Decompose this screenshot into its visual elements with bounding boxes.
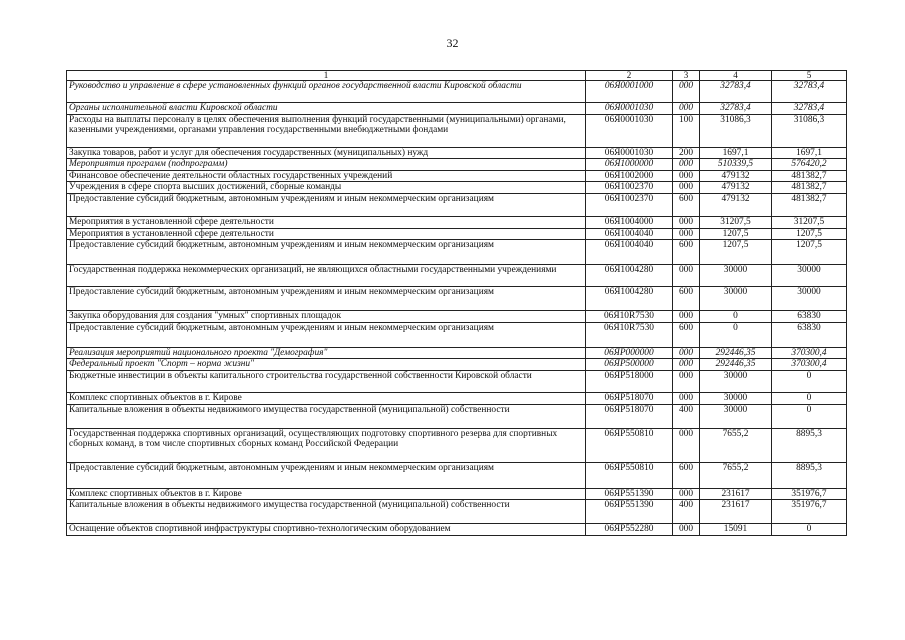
row-value-2019-cell: 1697,1 <box>700 147 772 159</box>
row-value-2019-cell: 292446,35 <box>700 347 772 359</box>
row-value-2019-cell: 30000 <box>700 370 772 392</box>
row-type-cell: 000 <box>673 103 700 115</box>
row-type-cell: 100 <box>673 114 700 147</box>
row-value-2019-cell: 7655,2 <box>700 462 772 488</box>
row-type-cell: 600 <box>673 322 700 347</box>
row-value-2020-cell: 8895,3 <box>772 428 847 462</box>
row-code-cell: 06Я10R7530 <box>586 311 673 323</box>
row-value-2020-cell: 30000 <box>772 265 847 287</box>
table-header-row <box>67 71 847 81</box>
table-row <box>67 103 847 115</box>
row-name-cell: Комплекс спортивных объектов в г. Кирове <box>67 392 586 404</box>
row-type-cell: 600 <box>673 287 700 311</box>
row-value-2020-cell: 63830 <box>772 311 847 323</box>
table-row <box>67 311 847 323</box>
table-row <box>67 370 847 392</box>
row-value-2020-cell: 0 <box>772 404 847 428</box>
row-type-cell: 400 <box>673 404 700 428</box>
row-type-cell: 000 <box>673 182 700 194</box>
row-name-cell: Бюджетные инвестиции в объекты капитального строительства государственной собственности Кировской области <box>67 370 586 392</box>
header-col-5: 5 <box>772 71 847 81</box>
row-code-cell: 06Я0001000 <box>586 81 673 103</box>
table-row <box>67 170 847 182</box>
table-row <box>67 240 847 265</box>
table-row <box>67 265 847 287</box>
row-value-2020-cell: 31086,3 <box>772 114 847 147</box>
row-value-2020-cell: 481382,7 <box>772 170 847 182</box>
row-type-cell: 600 <box>673 240 700 265</box>
row-name-cell: Оснащение объектов спортивной инфраструктуры спортивно-технологическим оборудованием <box>67 524 586 536</box>
table-row <box>67 500 847 524</box>
row-type-cell: 200 <box>673 147 700 159</box>
row-name-cell: Государственная поддержка некоммерческих организаций, не являющихся областными государственными учреждениями <box>67 265 586 287</box>
row-code-cell: 06Я1004040 <box>586 240 673 265</box>
table-row <box>67 392 847 404</box>
row-code-cell: 06ЯР552280 <box>586 524 673 536</box>
row-name-cell: Капитальные вложения в объекты недвижимого имущества государственной (муниципальной) собственности <box>67 404 586 428</box>
header-col-4: 4 <box>700 71 772 81</box>
row-value-2019-cell: 231617 <box>700 488 772 500</box>
row-code-cell: 06Я1002000 <box>586 170 673 182</box>
row-type-cell: 000 <box>673 265 700 287</box>
row-value-2019-cell: 479132 <box>700 193 772 216</box>
row-value-2020-cell: 8895,3 <box>772 462 847 488</box>
row-name-cell: Комплекс спортивных объектов в г. Кирове <box>67 488 586 500</box>
row-value-2020-cell: 576420,2 <box>772 159 847 171</box>
table-row <box>67 182 847 194</box>
row-type-cell: 000 <box>673 170 700 182</box>
row-type-cell: 000 <box>673 81 700 103</box>
row-value-2019-cell: 479132 <box>700 182 772 194</box>
row-code-cell: 06Я1004280 <box>586 265 673 287</box>
row-type-cell: 000 <box>673 370 700 392</box>
row-code-cell: 06ЯР551390 <box>586 500 673 524</box>
row-code-cell: 06ЯР551390 <box>586 488 673 500</box>
table-row <box>67 462 847 488</box>
table-row <box>67 428 847 462</box>
row-value-2019-cell: 479132 <box>700 170 772 182</box>
row-type-cell: 000 <box>673 524 700 536</box>
row-code-cell: 06Я1004040 <box>586 228 673 240</box>
row-name-cell: Расходы на выплаты персоналу в целях обеспечения выполнения функций государственными (муниципальными) органами, казенными учреждениями, органами управления государственными внебюджетными фондами <box>67 114 586 147</box>
table-row <box>67 347 847 359</box>
row-name-cell: Предоставление субсидий бюджетным, автономным учреждениям и иным некоммерческим организациям <box>67 193 586 216</box>
table-row <box>67 193 847 216</box>
row-type-cell: 000 <box>673 159 700 171</box>
header-col-3: 3 <box>673 71 700 81</box>
row-type-cell: 600 <box>673 193 700 216</box>
row-value-2019-cell: 0 <box>700 322 772 347</box>
row-code-cell: 06ЯР000000 <box>586 347 673 359</box>
row-value-2020-cell: 370300,4 <box>772 359 847 371</box>
row-value-2019-cell: 30000 <box>700 392 772 404</box>
row-value-2020-cell: 0 <box>772 524 847 536</box>
row-value-2019-cell: 0 <box>700 311 772 323</box>
row-code-cell: 06Я0001030 <box>586 147 673 159</box>
row-value-2020-cell: 1207,5 <box>772 240 847 265</box>
row-type-cell: 400 <box>673 500 700 524</box>
row-type-cell: 000 <box>673 488 700 500</box>
row-name-cell: Закупка оборудования для создания "умных" спортивных площадок <box>67 311 586 323</box>
row-code-cell: 06Я0001030 <box>586 114 673 147</box>
row-value-2020-cell: 481382,7 <box>772 193 847 216</box>
row-name-cell: Предоставление субсидий бюджетным, автономным учреждениям и иным некоммерческим организациям <box>67 322 586 347</box>
row-type-cell: 000 <box>673 216 700 228</box>
table-row <box>67 322 847 347</box>
row-name-cell: Руководство и управление в сфере установленных функций органов государственной власти Кировской области <box>67 81 586 103</box>
table-row <box>67 114 847 147</box>
row-code-cell: 06ЯР550810 <box>586 428 673 462</box>
row-value-2019-cell: 1207,5 <box>700 228 772 240</box>
row-value-2020-cell: 1697,1 <box>772 147 847 159</box>
row-name-cell: Федеральный проект "Спорт – норма жизни" <box>67 359 586 371</box>
table-row <box>67 228 847 240</box>
row-value-2020-cell: 481382,7 <box>772 182 847 194</box>
row-name-cell: Учреждения в сфере спорта высших достижений, сборные команды <box>67 182 586 194</box>
row-type-cell: 000 <box>673 428 700 462</box>
row-value-2019-cell: 231617 <box>700 500 772 524</box>
row-name-cell: Мероприятия в установленной сфере деятельности <box>67 216 586 228</box>
row-value-2020-cell: 351976,7 <box>772 500 847 524</box>
row-code-cell: 06Я1002370 <box>586 193 673 216</box>
table-row <box>67 216 847 228</box>
row-type-cell: 000 <box>673 359 700 371</box>
row-value-2019-cell: 31207,5 <box>700 216 772 228</box>
row-value-2019-cell: 1207,5 <box>700 240 772 265</box>
row-value-2019-cell: 292446,35 <box>700 359 772 371</box>
row-code-cell: 06Я10R7530 <box>586 322 673 347</box>
row-value-2019-cell: 7655,2 <box>700 428 772 462</box>
row-value-2019-cell: 31086,3 <box>700 114 772 147</box>
row-value-2020-cell: 370300,4 <box>772 347 847 359</box>
row-name-cell: Мероприятия программ (подпрограмм) <box>67 159 586 171</box>
row-code-cell: 06Я0001030 <box>586 103 673 115</box>
row-name-cell: Предоставление субсидий бюджетным, автономным учреждениям и иным некоммерческим организациям <box>67 462 586 488</box>
row-value-2019-cell: 32783,4 <box>700 81 772 103</box>
table-row <box>67 147 847 159</box>
table-row <box>67 287 847 311</box>
row-value-2020-cell: 0 <box>772 392 847 404</box>
row-code-cell: 06ЯР500000 <box>586 359 673 371</box>
row-value-2020-cell: 351976,7 <box>772 488 847 500</box>
table-row <box>67 524 847 536</box>
row-name-cell: Финансовое обеспечение деятельности областных государственных учреждений <box>67 170 586 182</box>
budget-table <box>66 70 847 536</box>
row-value-2019-cell: 510339,5 <box>700 159 772 171</box>
row-type-cell: 600 <box>673 462 700 488</box>
table-row <box>67 159 847 171</box>
table-row <box>67 81 847 103</box>
row-name-cell: Государственная поддержка спортивных организаций, осуществляющих подготовку спортивного резерва для спортивных сборных команд, в том числе спортивных сборных команд Российской Федерации <box>67 428 586 462</box>
row-value-2019-cell: 15091 <box>700 524 772 536</box>
row-value-2019-cell: 30000 <box>700 404 772 428</box>
row-code-cell: 06ЯР518000 <box>586 370 673 392</box>
table-row <box>67 404 847 428</box>
row-value-2020-cell: 32783,4 <box>772 103 847 115</box>
row-name-cell: Мероприятия в установленной сфере деятельности <box>67 228 586 240</box>
row-code-cell: 06Я1004000 <box>586 216 673 228</box>
row-code-cell: 06ЯР550810 <box>586 462 673 488</box>
table-row <box>67 488 847 500</box>
row-code-cell: 06Я1004280 <box>586 287 673 311</box>
row-code-cell: 06ЯР518070 <box>586 404 673 428</box>
row-name-cell: Предоставление субсидий бюджетным, автономным учреждениям и иным некоммерческим организациям <box>67 287 586 311</box>
row-type-cell: 000 <box>673 228 700 240</box>
header-col-2: 2 <box>586 71 673 81</box>
row-value-2020-cell: 32783,4 <box>772 81 847 103</box>
row-value-2019-cell: 32783,4 <box>700 103 772 115</box>
row-value-2020-cell: 30000 <box>772 287 847 311</box>
row-type-cell: 000 <box>673 347 700 359</box>
row-code-cell: 06Я1002370 <box>586 182 673 194</box>
page-number: 32 <box>446 36 459 50</box>
row-type-cell: 000 <box>673 392 700 404</box>
row-value-2020-cell: 63830 <box>772 322 847 347</box>
row-name-cell: Закупка товаров, работ и услуг для обеспечения государственных (муниципальных) нужд <box>67 147 586 159</box>
row-type-cell: 000 <box>673 311 700 323</box>
row-value-2020-cell: 31207,5 <box>772 216 847 228</box>
row-name-cell: Органы исполнительной власти Кировской области <box>67 103 586 115</box>
header-col-1: 1 <box>67 71 586 81</box>
row-name-cell: Реализация мероприятий национального проекта "Демография" <box>67 347 586 359</box>
row-value-2020-cell: 1207,5 <box>772 228 847 240</box>
row-name-cell: Предоставление субсидий бюджетным, автономным учреждениям и иным некоммерческим организациям <box>67 240 586 265</box>
row-value-2020-cell: 0 <box>772 370 847 392</box>
row-name-cell: Капитальные вложения в объекты недвижимого имущества государственной (муниципальной) собственности <box>67 500 586 524</box>
row-code-cell: 06ЯР518070 <box>586 392 673 404</box>
row-value-2019-cell: 30000 <box>700 265 772 287</box>
row-code-cell: 06Я1000000 <box>586 159 673 171</box>
row-value-2019-cell: 30000 <box>700 287 772 311</box>
table-row <box>67 359 847 371</box>
